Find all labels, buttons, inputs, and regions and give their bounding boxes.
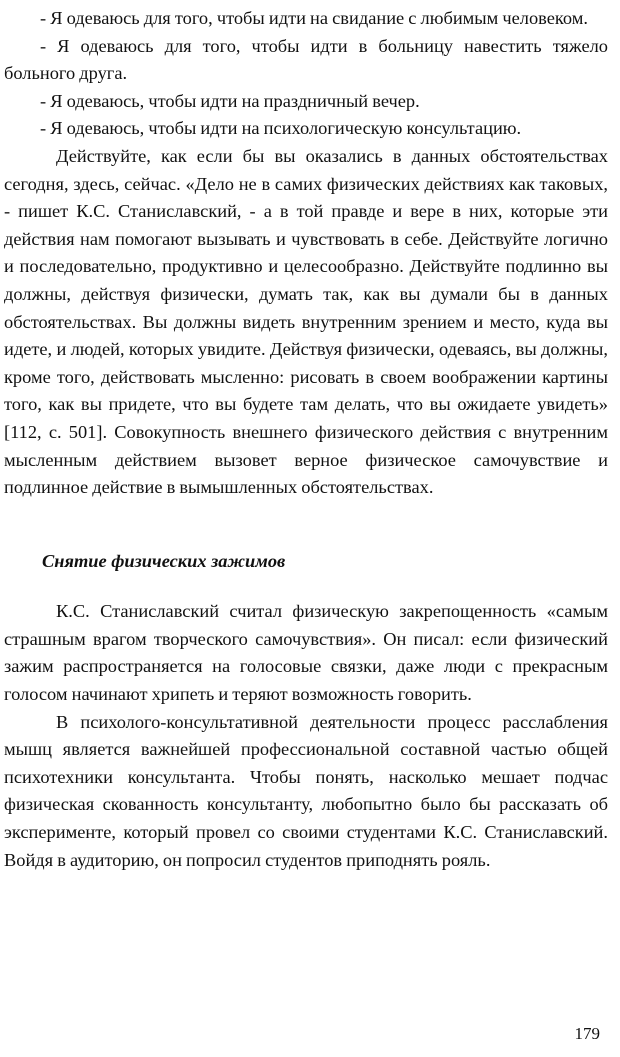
paragraph-dress-date: - Я одеваюсь для того, чтобы идти на свидание с любимым человеком.: [40, 8, 589, 28]
page-number: 179: [574, 1024, 600, 1043]
paragraph-muscle-relaxation: В психолого-консультативной деятельности процесс расслабления мышц является важнейшей профессиональной составной частью общей психотехники консультанта. Чтобы понять, насколько мешает подчас физическая скованность консультанту, любопытно было бы рассказать об эксперименте, который провел со своими студентами К.С. Станиславский. Войдя в аудиторию, он попросил студентов приподнять рояль.: [4, 711, 608, 870]
spacer: [4, 502, 608, 522]
paragraph-dress-consultation: - Я одеваюсь, чтобы идти на психологическую консультацию.: [40, 118, 522, 139]
paragraph-dress-hospital: - Я одеваюсь для того, чтобы идти в больницу навестить тяжело больного друга.: [4, 35, 608, 84]
paragraph-stanislavsky-quote: Действуйте, как если бы вы оказались в данных обстоятельствах сегодня, здесь, сейчас. «Дело не в самих физических действиях как таковых, - пишет К.С. Станиславский, - а в той правде и вере в них, которые эти действия нам помогают вызывать и чувствовать в себе. Действуйте логично и последовательно, продуктивно и целесообразно. Действуйте подлинно вы должны, действуя физически, думать так, как вы думали бы в данных обстоятельствах. Вы должны видеть внутренним зрением и место, куда вы идете, и людей, которых увидите. Действуя физически, одеваясь, вы должны, кроме того, действовать мысленно: рисовать в своем воображении картины того, как вы придете, что вы будете там делать, что вы ожидаете увидеть» [112, с. 501]. Совокупность внешнего физического действия с внутренним мысленным действием вызовет верное физическое самочувствие и подлинное действие в вымышленных обстоятельствах.: [4, 145, 608, 498]
paragraph-dress-party: - Я одеваюсь, чтобы идти на праздничный вечер.: [40, 90, 420, 111]
section-heading: Снятие физических зажимов: [42, 550, 286, 571]
paragraph-physical-tension: К.С. Станиславский считал физическую закрепощенность «самым страшным врагом творческого самочувствия». Он писал: если физический зажим распространяется на голосовые связки, даже люди с прекрасным голосом начинают хрипеть и теряют возможность говорить.: [4, 601, 608, 705]
